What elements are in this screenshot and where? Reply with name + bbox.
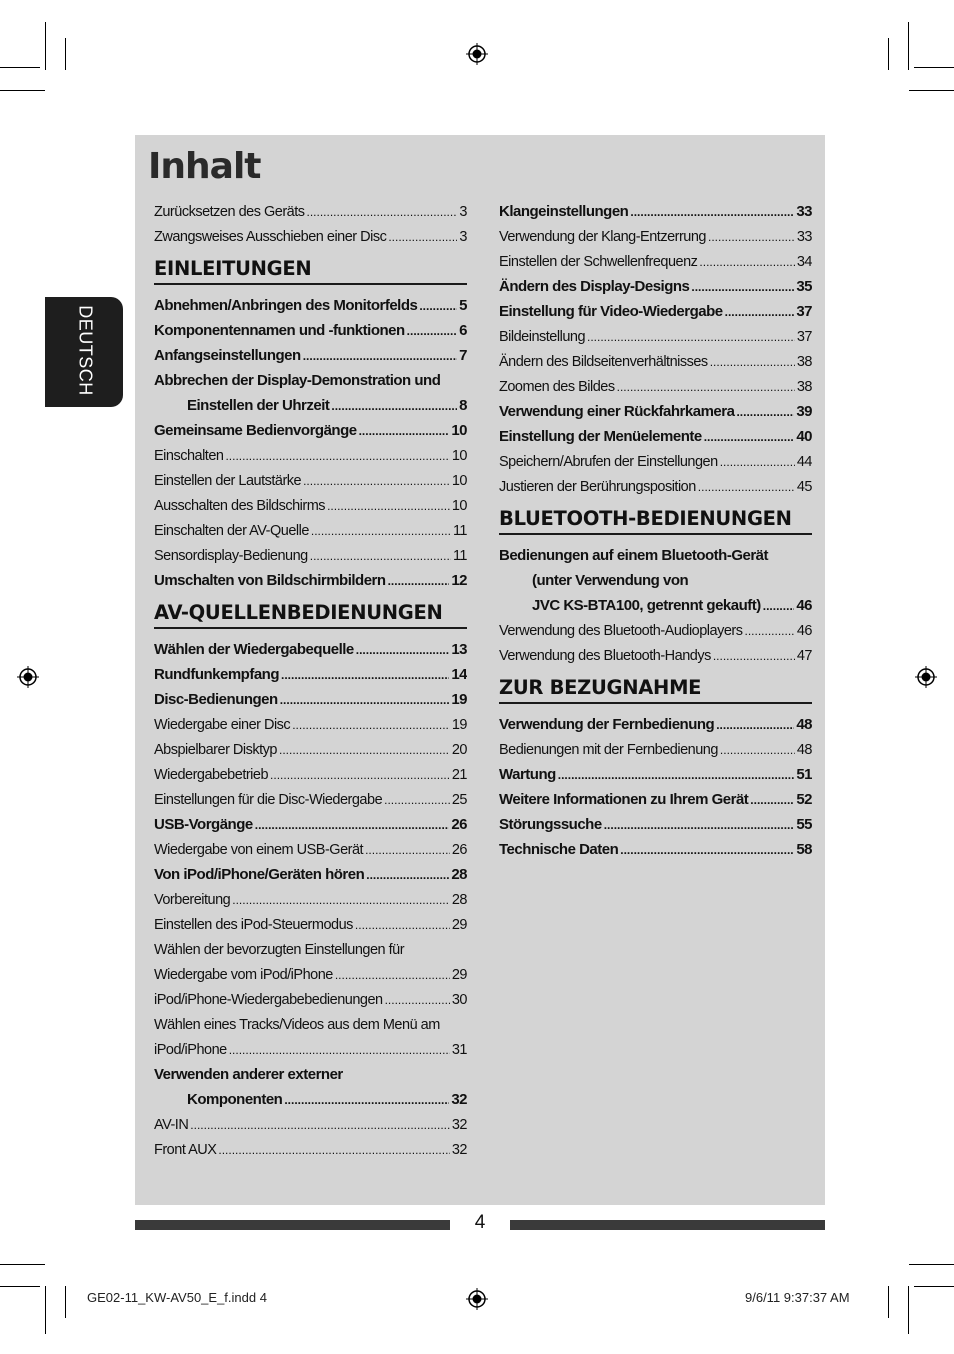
toc-entry-title: Komponenten (187, 1091, 283, 1108)
page-title: Inhalt (148, 146, 261, 187)
toc-entry-page: 47 (796, 648, 812, 664)
toc-entry (499, 370, 812, 395)
toc-entry-page: 19 (451, 717, 467, 733)
toc-entry (154, 733, 467, 758)
toc-entry-title: Bildeinstellung (499, 329, 586, 345)
toc-entry-page: 10 (451, 448, 467, 464)
toc-entry (499, 295, 812, 320)
toc-entry-title: Wählen eines Tracks/Videos aus dem Menü am (154, 1017, 440, 1033)
toc-leader-dots (303, 473, 450, 489)
toc-entry-title: Wiedergabebetrieb (154, 767, 269, 783)
toc-entry-page: 46 (796, 623, 812, 639)
toc-entry-title: Disc-Bedienungen (154, 691, 278, 708)
toc-entry (154, 464, 467, 489)
toc-entry-title: Komponentennamen und -funktionen (154, 322, 405, 339)
toc-entry-page: 37 (796, 329, 812, 345)
toc-entry-page: 35 (796, 278, 812, 295)
toc-entry-page: 13 (451, 641, 467, 658)
toc-leader-dots (407, 323, 458, 339)
toc-entry-page: 38 (796, 354, 812, 370)
toc-entry-title: AV-IN (154, 1117, 189, 1133)
toc-entry (154, 1008, 467, 1033)
toc-leader-dots (384, 792, 450, 808)
toc-entry-page: 29 (451, 967, 467, 983)
crop-mark (45, 22, 46, 70)
toc-entry (154, 833, 467, 858)
toc-entry (154, 858, 467, 883)
toc-entry (154, 439, 467, 464)
toc-entry (154, 758, 467, 783)
toc-entry-page: 58 (796, 841, 812, 858)
toc-entry-page: 33 (796, 229, 812, 245)
toc-entry (499, 589, 812, 614)
toc-entry (154, 1058, 467, 1083)
toc-leader-dots (604, 817, 795, 833)
toc-entry-title: Wiedergabe von einem USB-Gerät (154, 842, 364, 858)
toc-entry-page: 34 (796, 254, 812, 270)
toc-leader-dots (229, 1042, 450, 1058)
toc-entry-page: 26 (451, 842, 467, 858)
crop-mark (909, 90, 954, 91)
toc-entry-title: Wählen der bevorzugten Einstellungen für (154, 942, 405, 958)
toc-entry (499, 420, 812, 445)
toc-leader-dots (763, 598, 795, 614)
toc-entry-title: Justieren der Berührungsposition (499, 479, 696, 495)
toc-entry (154, 539, 467, 564)
crop-mark (909, 1264, 954, 1265)
toc-entry-page: 44 (796, 454, 812, 470)
toc-entry (154, 289, 467, 314)
toc-entry (499, 445, 812, 470)
toc-entry (499, 758, 812, 783)
toc-entry-page: 31 (451, 1042, 467, 1058)
toc-entry (154, 658, 467, 683)
toc-entry-page: 51 (796, 766, 812, 783)
toc-leader-dots (356, 642, 450, 658)
toc-entry (154, 683, 467, 708)
toc-entry-title: Verwendung der Klang-Entzerrung (499, 229, 706, 245)
section-heading: ZUR BEZUGNAHME (499, 675, 812, 704)
toc-leader-dots (750, 792, 794, 808)
toc-leader-dots (225, 448, 449, 464)
toc-entry-title: Wartung (499, 766, 556, 783)
footer-filename: GE02-11_KW-AV50_E_f.indd 4 (87, 1290, 267, 1305)
crop-mark (45, 1286, 46, 1334)
language-tab (45, 297, 123, 407)
toc-entry (154, 514, 467, 539)
toc-entry-page: 55 (796, 816, 812, 833)
toc-entry (154, 983, 467, 1008)
crop-mark (908, 22, 909, 70)
toc-leader-dots (292, 717, 450, 733)
toc-leader-dots (303, 348, 457, 364)
toc-entry (499, 470, 812, 495)
toc-leader-dots (691, 279, 794, 295)
toc-entry-title: Weitere Informationen zu Ihrem Gerät (499, 791, 749, 808)
toc-leader-dots (558, 767, 795, 783)
toc-leader-dots (218, 1142, 449, 1158)
toc-entry-title: Gemeinsame Bedienvorgänge (154, 422, 357, 439)
toc-leader-dots (716, 717, 794, 733)
crop-mark (0, 1264, 45, 1265)
toc-entry-title: Einstellung der Menüelemente (499, 428, 702, 445)
toc-leader-dots (327, 498, 450, 514)
crop-mark (888, 1286, 889, 1318)
toc-entry-title: Zoomen des Bildes (499, 379, 615, 395)
toc-leader-dots (270, 767, 450, 783)
toc-entry-page: 21 (451, 767, 467, 783)
toc-entry-page: 33 (796, 203, 812, 220)
registration-mark-icon (466, 1288, 488, 1310)
toc-entry-page: 19 (451, 691, 467, 708)
toc-entry-title: Wählen der Wiedergabequelle (154, 641, 354, 658)
section-heading: AV-QUELLENBEDIENUNGEN (154, 600, 467, 629)
toc-entry (499, 539, 812, 564)
toc-entry-title: Technische Daten (499, 841, 619, 858)
toc-leader-dots (281, 667, 449, 683)
toc-entry-page: 7 (459, 347, 467, 364)
toc-entry-title: Verwendung einer Rückfahrkamera (499, 403, 735, 420)
toc-entry-title: Sensordisplay-Bedienung (154, 548, 308, 564)
toc-entry (154, 1083, 467, 1108)
toc-entry-page: 28 (451, 866, 467, 883)
toc-entry-title: Rundfunkempfang (154, 666, 279, 683)
toc-entry-title: Anfangseinstellungen (154, 347, 301, 364)
toc-leader-dots (366, 867, 449, 883)
toc-leader-dots (725, 304, 795, 320)
toc-entry (499, 783, 812, 808)
toc-entry-page: 48 (796, 716, 812, 733)
crop-mark (65, 38, 66, 70)
toc-entry-page: 32 (451, 1091, 467, 1108)
toc-entry (499, 345, 812, 370)
crop-mark (0, 90, 45, 91)
toc-entry-title: Ändern des Display-Designs (499, 278, 690, 295)
toc-entry (499, 708, 812, 733)
toc-entry (154, 708, 467, 733)
footer-datetime: 9/6/11 9:37:37 AM (745, 1290, 850, 1305)
toc-entry-title: Verwendung des Bluetooth-Audioplayers (499, 623, 743, 639)
toc-leader-dots (365, 842, 450, 858)
toc-entry-page: 12 (451, 572, 467, 589)
toc-entry (154, 1033, 467, 1058)
toc-entry (154, 220, 467, 245)
toc-entry (499, 195, 812, 220)
toc-entry-page: 48 (796, 742, 812, 758)
toc-leader-dots (720, 742, 795, 758)
toc-entry-page: 11 (452, 523, 467, 539)
toc-entry-title: Zurücksetzen des Geräts (154, 204, 305, 220)
toc-entry-title: Einschalten der AV-Quelle (154, 523, 309, 539)
toc-leader-dots (587, 329, 795, 345)
toc-entry-page: 37 (796, 303, 812, 320)
toc-leader-dots (744, 623, 794, 639)
toc-entry-title: JVC KS-BTA100, getrennt gekauft) (532, 597, 761, 614)
toc-entry-title: Bedienungen auf einem Bluetooth-Gerät (499, 547, 769, 564)
toc-leader-dots (385, 992, 450, 1008)
toc-entry-page: 28 (451, 892, 467, 908)
toc-leader-dots (279, 742, 450, 758)
toc-leader-dots (710, 354, 795, 370)
footer-bar-right (510, 1220, 825, 1230)
toc-entry (154, 783, 467, 808)
toc-entry (154, 633, 467, 658)
toc-column-left (154, 195, 467, 1158)
toc-entry-page: 45 (796, 479, 812, 495)
toc-entry-title: iPod/iPhone (154, 1042, 227, 1058)
toc-column-right (499, 195, 812, 858)
toc-entry-page: 5 (459, 297, 467, 314)
toc-leader-dots (620, 842, 794, 858)
toc-entry (154, 489, 467, 514)
toc-leader-dots (698, 479, 795, 495)
language-tab-label: DEUTSCH (75, 305, 96, 396)
toc-entry-page: 25 (451, 792, 467, 808)
toc-leader-dots (190, 1117, 450, 1133)
toc-leader-dots (359, 423, 450, 439)
toc-entry-page: 20 (451, 742, 467, 758)
toc-entry-title: Speichern/Abrufen der Einstellungen (499, 454, 718, 470)
toc-entry-page: 14 (451, 666, 467, 683)
toc-entry-title: iPod/iPhone-Wiedergabebedienungen (154, 992, 383, 1008)
toc-entry-title: Klangeinstellungen (499, 203, 629, 220)
toc-entry-page: 40 (796, 428, 812, 445)
toc-entry (154, 314, 467, 339)
toc-entry-page: 8 (459, 397, 467, 414)
crop-mark (908, 1286, 909, 1334)
crop-mark (0, 67, 40, 68)
toc-entry (499, 564, 812, 589)
toc-leader-dots (720, 454, 795, 470)
toc-entry-title: Front AUX (154, 1142, 217, 1158)
toc-entry-title: Vorbereitung (154, 892, 231, 908)
toc-entry (499, 270, 812, 295)
toc-leader-dots (736, 404, 794, 420)
toc-entry (499, 245, 812, 270)
toc-entry-title: Ändern des Bildseitenverhältnisses (499, 354, 708, 370)
toc-entry (499, 614, 812, 639)
toc-entry-title: Einstellen des iPod-Steuermodus (154, 917, 353, 933)
toc-entry-title: Einstellungen für die Disc-Wiedergabe (154, 792, 383, 808)
toc-entry-title: Abbrechen der Display-Demonstration und (154, 372, 441, 389)
toc-leader-dots (335, 967, 450, 983)
toc-leader-dots (255, 817, 450, 833)
toc-entry-title: Abspielbarer Disktyp (154, 742, 277, 758)
toc-leader-dots (630, 204, 794, 220)
toc-leader-dots (713, 648, 795, 664)
toc-entry-title: Störungssuche (499, 816, 602, 833)
toc-leader-dots (310, 548, 451, 564)
toc-entry (154, 933, 467, 958)
toc-entry-page: 32 (451, 1142, 467, 1158)
toc-entry (499, 395, 812, 420)
toc-entry-page: 6 (459, 322, 467, 339)
registration-mark-icon (915, 666, 937, 688)
section-heading: EINLEITUNGEN (154, 256, 467, 285)
toc-entry-title: Einschalten (154, 448, 224, 464)
toc-entry-title: Abnehmen/Anbringen des Monitorfelds (154, 297, 418, 314)
toc-entry-title: Einstellen der Lautstärke (154, 473, 302, 489)
toc-entry-title: Einstellen der Schwellenfrequenz (499, 254, 698, 270)
toc-entry-title: Wiedergabe einer Disc (154, 717, 291, 733)
toc-leader-dots (419, 298, 457, 314)
toc-leader-dots (699, 254, 794, 270)
toc-entry-page: 30 (451, 992, 467, 1008)
section-heading: BLUETOOTH-BEDIENUNGEN (499, 506, 812, 535)
toc-entry (154, 1133, 467, 1158)
toc-entry (154, 1108, 467, 1133)
toc-leader-dots (311, 523, 451, 539)
toc-leader-dots (617, 379, 795, 395)
toc-entry-title: Einstellen der Uhrzeit (187, 397, 330, 414)
crop-mark (65, 1286, 66, 1318)
toc-entry-page: 10 (451, 473, 467, 489)
toc-entry (154, 364, 467, 389)
toc-entry (154, 958, 467, 983)
toc-leader-dots (284, 1092, 449, 1108)
toc-entry-page: 32 (451, 1117, 467, 1133)
toc-entry-page: 10 (451, 422, 467, 439)
toc-entry-page: 10 (451, 498, 467, 514)
toc-entry (154, 564, 467, 589)
toc-entry (499, 833, 812, 858)
toc-entry (499, 220, 812, 245)
toc-entry-page: 39 (796, 403, 812, 420)
toc-leader-dots (307, 204, 458, 220)
toc-entry-page: 46 (796, 597, 812, 614)
toc-entry-title: USB-Vorgänge (154, 816, 253, 833)
toc-entry-page: 11 (452, 548, 467, 564)
toc-entry-title: Einstellung für Video-Wiedergabe (499, 303, 723, 320)
toc-entry-page: 3 (459, 204, 467, 220)
toc-entry (154, 908, 467, 933)
toc-entry (499, 320, 812, 345)
toc-entry-title: Von iPod/iPhone/Geräten hören (154, 866, 365, 883)
crop-mark (914, 1286, 954, 1287)
toc-entry (499, 808, 812, 833)
toc-entry (154, 414, 467, 439)
toc-entry-title: Bedienungen mit der Fernbedienung (499, 742, 718, 758)
toc-leader-dots (280, 692, 450, 708)
toc-entry-page: 52 (796, 791, 812, 808)
toc-entry (154, 883, 467, 908)
toc-entry-title: (unter Verwendung von (532, 572, 689, 589)
toc-entry-title: Zwangsweises Ausschieben einer Disc (154, 229, 387, 245)
toc-entry (154, 339, 467, 364)
toc-leader-dots (388, 229, 457, 245)
toc-entry-title: Wiedergabe vom iPod/iPhone (154, 967, 333, 983)
crop-mark (888, 38, 889, 70)
toc-entry-title: Verwendung der Fernbedienung (499, 716, 715, 733)
toc-leader-dots (232, 892, 450, 908)
crop-mark (0, 1286, 40, 1287)
toc-entry (154, 195, 467, 220)
registration-mark-icon (466, 43, 488, 65)
toc-leader-dots (331, 398, 457, 414)
toc-entry-page: 29 (451, 917, 467, 933)
footer-bar-left (135, 1220, 450, 1230)
toc-leader-dots (708, 229, 795, 245)
toc-entry-title: Ausschalten des Bildschirms (154, 498, 326, 514)
toc-entry-page: 26 (451, 816, 467, 833)
toc-leader-dots (704, 429, 795, 445)
registration-mark-icon (17, 666, 39, 688)
toc-entry (154, 389, 467, 414)
toc-entry-title: Verwendung des Bluetooth-Handys (499, 648, 711, 664)
toc-entry-page: 38 (796, 379, 812, 395)
toc-entry-page: 3 (459, 229, 467, 245)
toc-leader-dots (355, 917, 450, 933)
crop-mark (914, 67, 954, 68)
toc-leader-dots (388, 573, 450, 589)
toc-entry (154, 808, 467, 833)
toc-entry (499, 733, 812, 758)
page-number: 4 (474, 1212, 486, 1233)
toc-entry-title: Umschalten von Bildschirmbildern (154, 572, 386, 589)
toc-entry (499, 639, 812, 664)
toc-entry-title: Verwenden anderer externer (154, 1066, 343, 1083)
